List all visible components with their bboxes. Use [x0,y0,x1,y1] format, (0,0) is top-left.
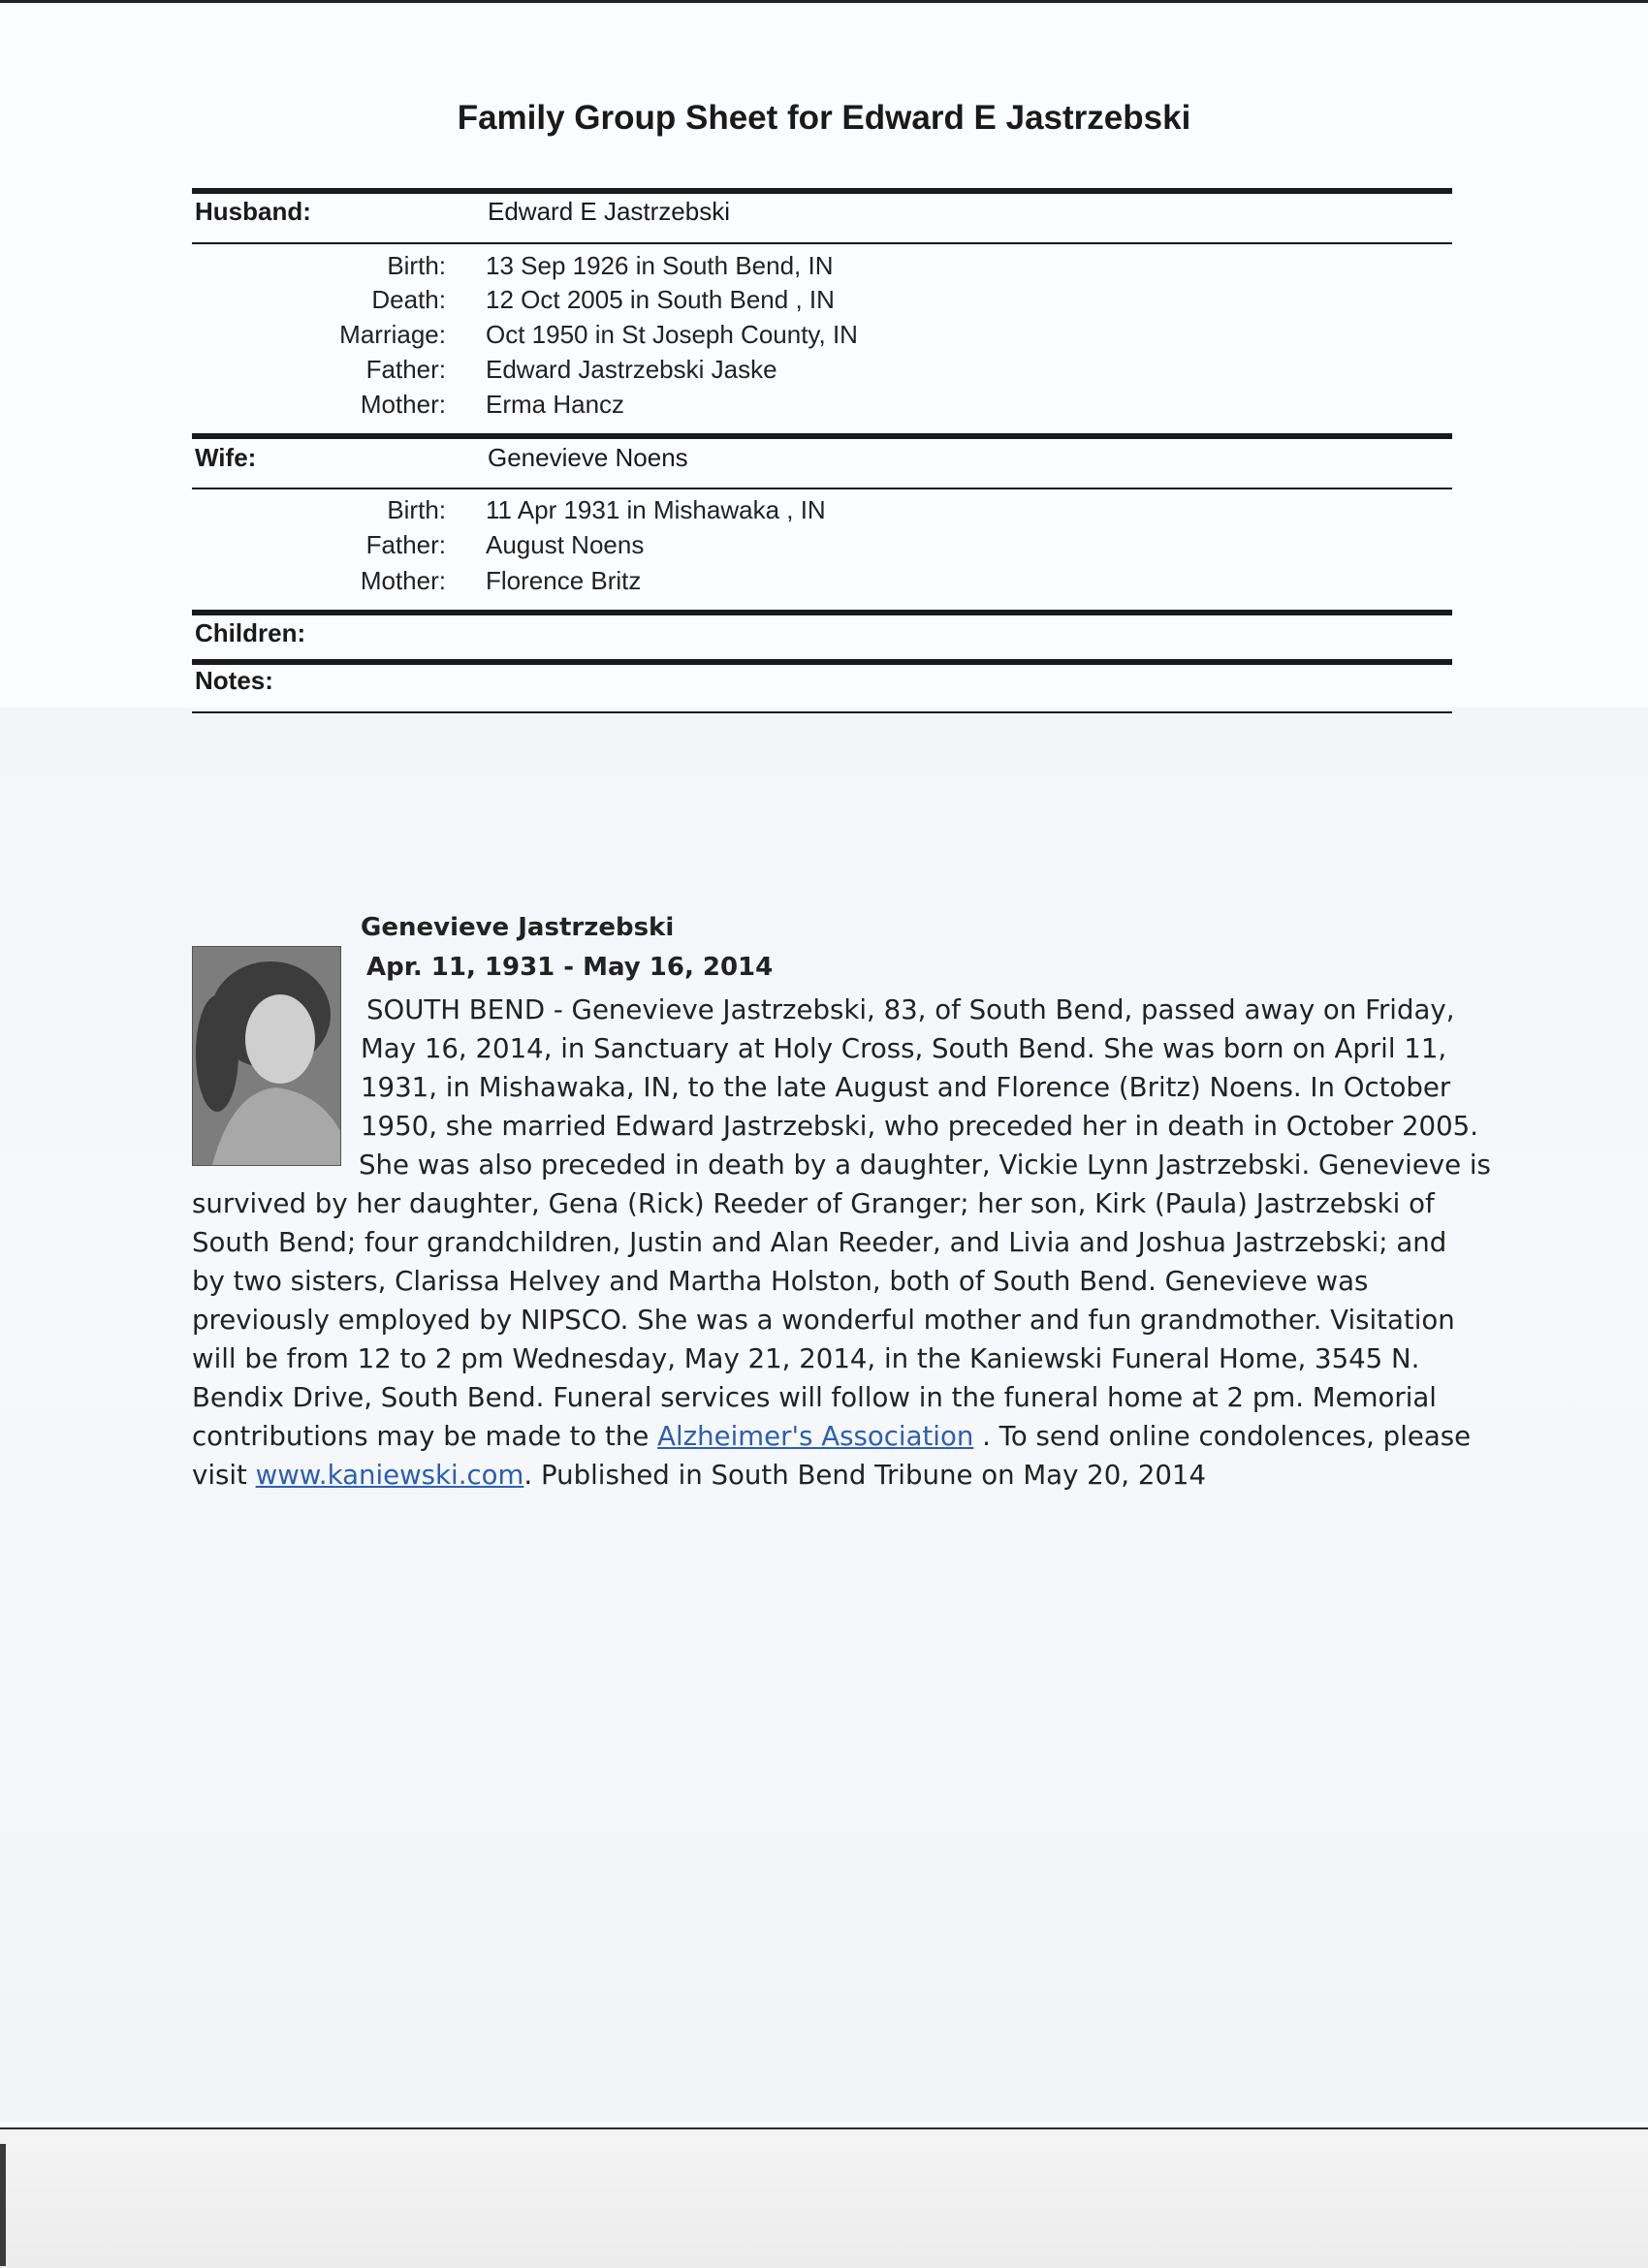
wife-label: Wife: [195,443,257,472]
obituary-line-12-suffix: . To send online condolences, please [973,1420,1472,1452]
obituary-name: Genevieve Jastrzebski [361,913,675,942]
husband-mother-value: Erma Hancz [486,390,625,419]
wife-name: Genevieve Noens [488,443,688,472]
obituary-line-1: SOUTH BEND - Genevieve Jastrzebski, 83, of South Bend, passed away on Friday, [366,993,1455,1025]
obituary-line-3: 1931, in Mishawaka, IN, to the late August and Florence (Britz) Noens. In October [361,1071,1451,1103]
obituary-line-11: Bendix Drive, South Bend. Funeral services will follow in the funeral home at 2 pm. Memorial [192,1381,1437,1413]
wife-mother-label: Mother: [360,566,446,595]
portrait-image [193,947,340,1165]
rule-husband-top [192,188,1452,194]
obituary-line-7: South Bend; four grandchildren, Justin and Alan Reeder, and Livia and Joshua Jastrzebski; and [192,1226,1447,1258]
husband-father-value: Edward Jastrzebski Jaske [486,355,777,384]
husband-mother-label: Mother: [360,390,446,419]
portrait-photo [192,946,341,1166]
kaniewski-website-link[interactable]: www.kaniewski.com [255,1459,524,1491]
obituary-dates: Apr. 11, 1931 - May 16, 2014 [366,953,774,982]
notes-label: Notes: [195,666,273,695]
obituary-line-4: 1950, she married Edward Jastrzebski, who preceded her in death in October 2005. [361,1110,1478,1142]
page-top-edge [0,0,1648,3]
obituary-line-12-prefix: contributions may be made to the [192,1420,658,1452]
husband-death-label: Death: [371,285,446,314]
rule-husband-name [192,242,1452,244]
husband-name: Edward E Jastrzebski [488,197,730,226]
wife-father-label: Father: [365,530,446,559]
scanner-left-edge [0,2144,6,2266]
rule-wife-top [192,433,1452,439]
obituary-line-12 [192,1417,1471,1456]
obituary-line-2: May 16, 2014, in Sanctuary at Holy Cross, South Bend. She was born on April 11, [361,1032,1447,1064]
wife-mother-value: Florence Britz [486,566,642,595]
rule-wife-name [192,488,1452,489]
obituary-line-10: will be from 12 to 2 pm Wednesday, May 21, 2014, in the Kaniewski Funeral Home, 3545 N. [192,1342,1420,1374]
obituary-line-13 [192,1456,1206,1495]
husband-marriage-label: Marriage: [339,320,446,349]
husband-father-label: Father: [365,355,446,384]
husband-birth-label: Birth: [387,251,446,280]
alzheimers-association-link[interactable]: Alzheimer's Association [657,1420,974,1452]
children-label: Children: [195,618,306,647]
sheet-title: Family Group Sheet for Edward E Jastrzebski [457,99,1191,137]
scanner-bottom-edge [0,2127,1648,2268]
husband-birth-value: 13 Sep 1926 in South Bend, IN [486,251,834,280]
obituary-line-9: previously employed by NIPSCO. She was a wonderful mother and fun grandmother. Visitation [192,1304,1455,1336]
rule-children-top [192,610,1452,615]
wife-birth-label: Birth: [387,495,446,524]
husband-death-value: 12 Oct 2005 in South Bend , IN [486,285,835,314]
obituary-line-6: survived by her daughter, Gena (Rick) Reeder of Granger; her son, Kirk (Paula) Jastrzebski of [192,1187,1435,1219]
rule-notes-bottom [192,711,1452,713]
wife-father-value: August Noens [486,530,645,559]
obituary-line-13-prefix: visit [192,1459,256,1491]
obituary-line-5: She was also preceded in death by a daughter, Vickie Lynn Jastrzebski. Genevieve is [359,1149,1491,1181]
husband-marriage-value: Oct 1950 in St Joseph County, IN [486,320,858,349]
obituary-line-13-suffix: . Published in South Bend Tribune on May 20, 2014 [523,1459,1207,1491]
wife-birth-value: 11 Apr 1931 in Mishawaka , IN [486,495,826,524]
husband-label: Husband: [195,197,311,226]
obituary-line-8: by two sisters, Clarissa Helvey and Martha Holston, both of South Bend. Genevieve was [192,1265,1369,1297]
rule-notes-top [192,659,1452,665]
